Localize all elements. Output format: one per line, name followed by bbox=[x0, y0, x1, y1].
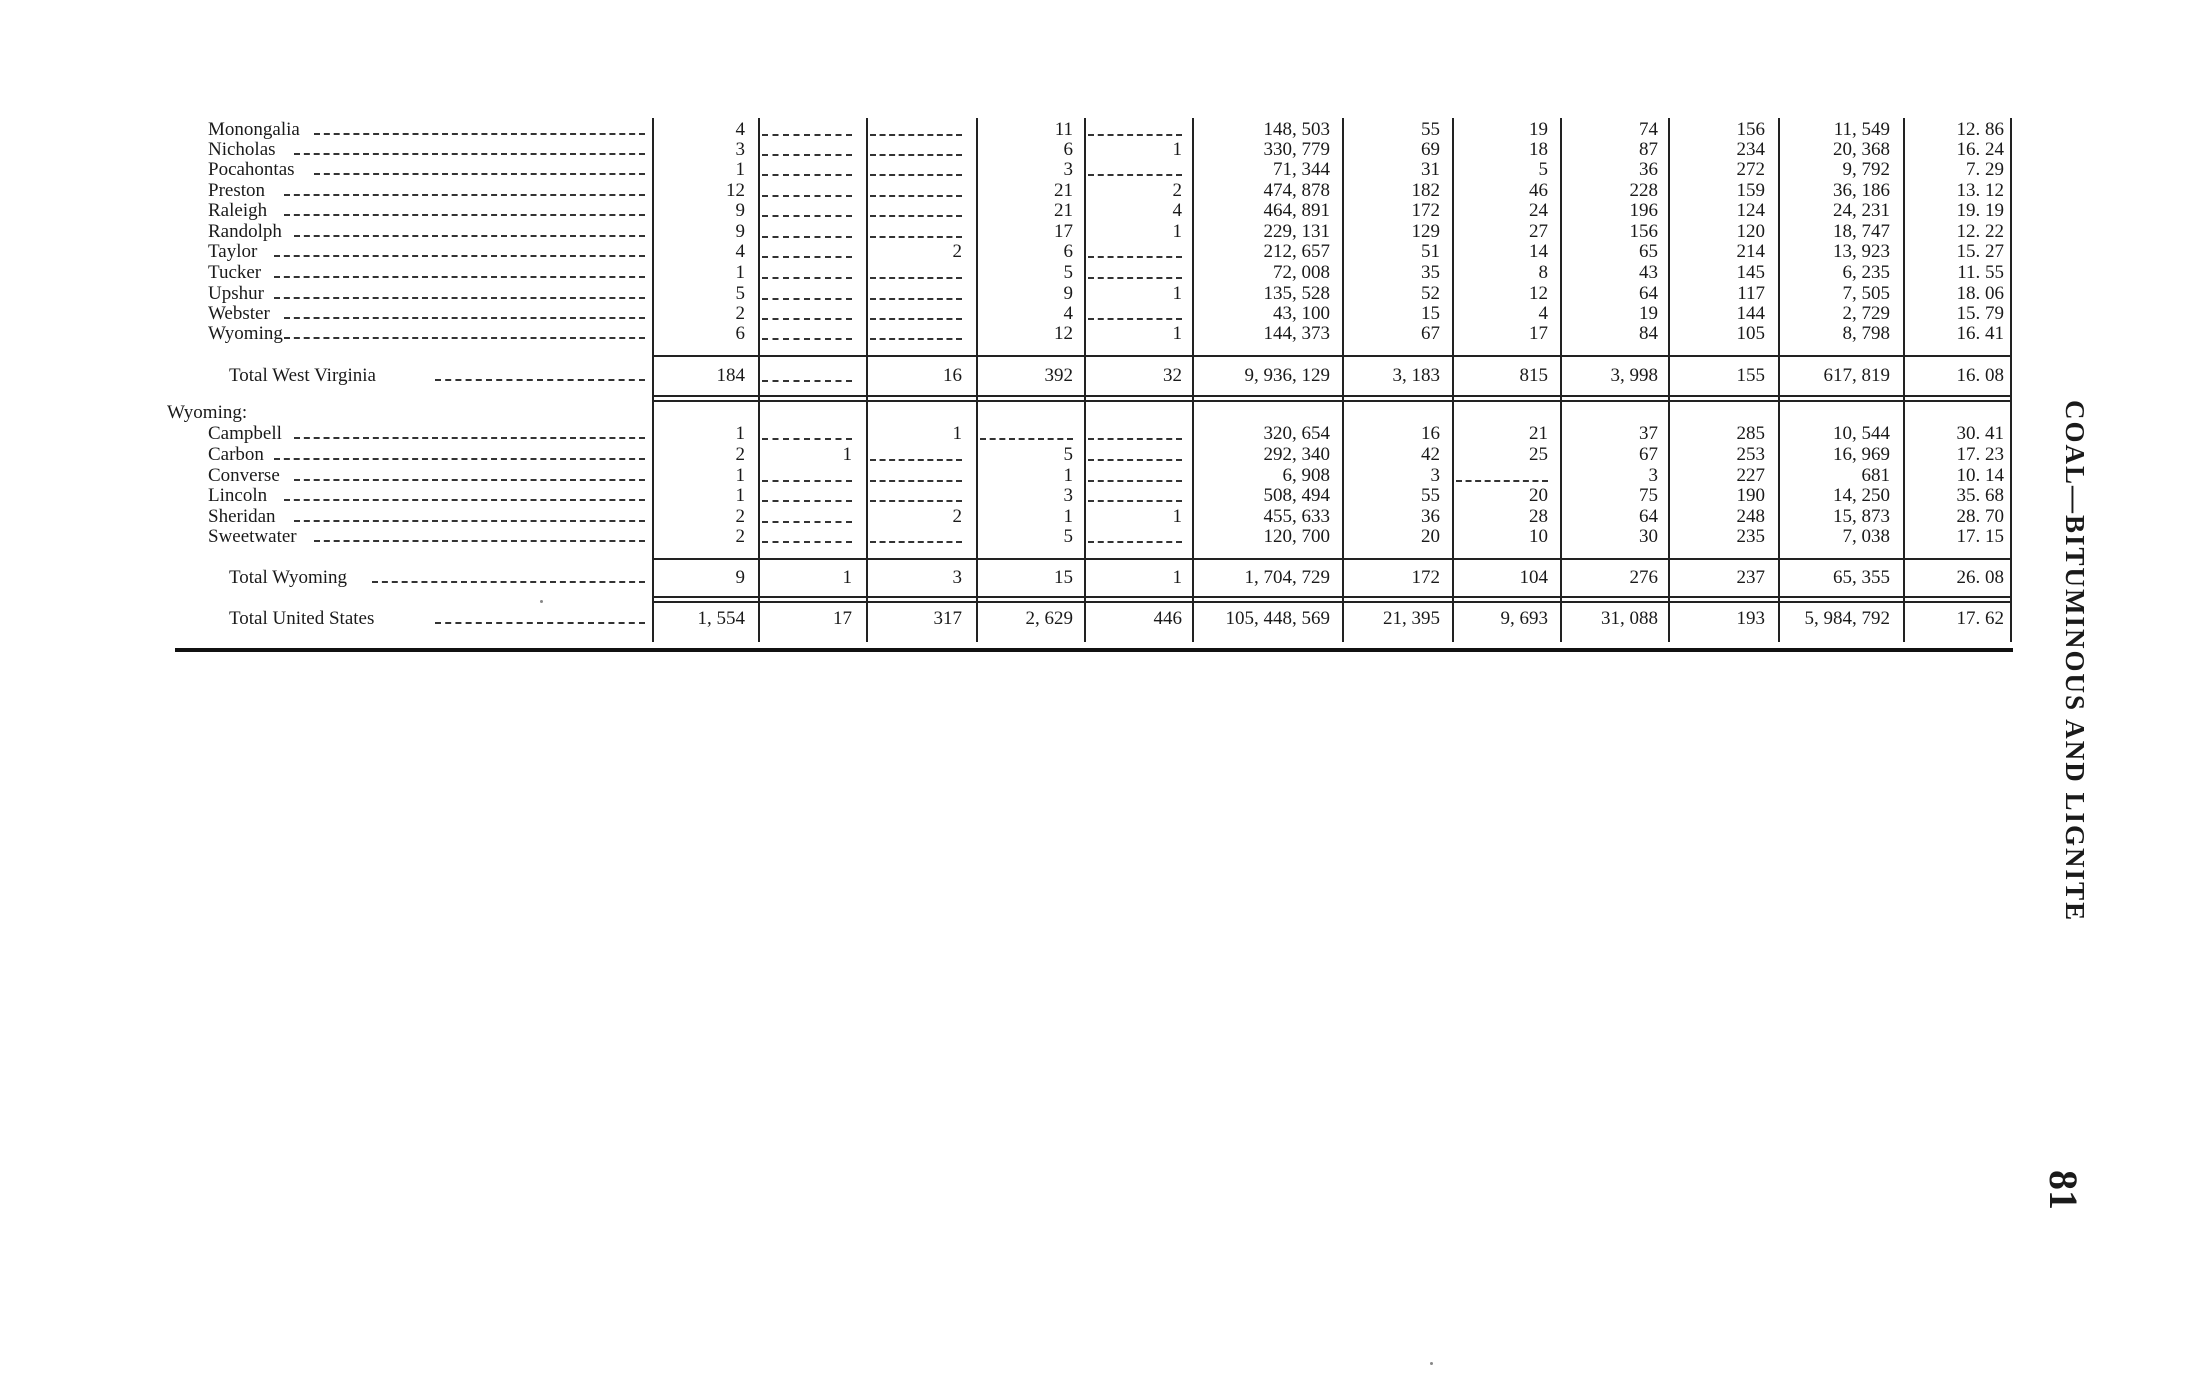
table-cell: 4 bbox=[1538, 303, 1548, 324]
table-cell: 10 bbox=[1529, 526, 1548, 547]
subtotal-rule bbox=[652, 558, 2010, 560]
table-cell: 13. 12 bbox=[1956, 180, 2004, 201]
page-number: 81 bbox=[2041, 1170, 2086, 1210]
table-cell: 1 bbox=[735, 423, 745, 444]
table-cell: 18, 747 bbox=[1833, 221, 1890, 242]
table-cell: 9, 936, 129 bbox=[1244, 365, 1330, 386]
table-cell: 1 bbox=[1172, 506, 1182, 527]
county-name: Upshur bbox=[208, 283, 264, 304]
county-name: Sweetwater bbox=[208, 526, 297, 547]
blank-cell-dashes bbox=[1088, 318, 1182, 320]
table-cell: 5 bbox=[1063, 262, 1073, 283]
table-cell: 120 bbox=[1736, 221, 1765, 242]
blank-cell-dashes bbox=[762, 174, 852, 176]
blank-cell-dashes bbox=[1088, 277, 1182, 279]
table-cell: 32 bbox=[1163, 365, 1182, 386]
table-cell: 212, 657 bbox=[1263, 241, 1330, 262]
blank-cell-dashes bbox=[1088, 541, 1182, 543]
table-cell: 36, 186 bbox=[1833, 180, 1890, 201]
table-cell: 234 bbox=[1736, 139, 1765, 160]
table-cell: 253 bbox=[1736, 444, 1765, 465]
blank-cell-dashes bbox=[762, 215, 852, 217]
table-cell: 8 bbox=[1538, 262, 1548, 283]
table-cell: 1 bbox=[1172, 221, 1182, 242]
county-name: Monongalia bbox=[208, 119, 300, 140]
table-cell: 3, 183 bbox=[1392, 365, 1440, 386]
table-cell: 1 bbox=[1063, 465, 1073, 486]
table-cell: 64 bbox=[1639, 506, 1658, 527]
blank-cell-dashes bbox=[762, 541, 852, 543]
table-cell: 248 bbox=[1736, 506, 1765, 527]
table-cell: 12. 22 bbox=[1956, 221, 2004, 242]
blank-cell-dashes bbox=[762, 154, 852, 156]
table-cell: 17 bbox=[1054, 221, 1073, 242]
table-cell: 18 bbox=[1529, 139, 1548, 160]
table-cell: 64 bbox=[1639, 283, 1658, 304]
county-name: Webster bbox=[208, 303, 270, 324]
table-cell: 2 bbox=[735, 526, 745, 547]
table-cell: 1 bbox=[735, 485, 745, 506]
table-cell: 14, 250 bbox=[1833, 485, 1890, 506]
table-cell: 320, 654 bbox=[1263, 423, 1330, 444]
column-rule bbox=[1668, 118, 1670, 642]
table-cell: 43, 100 bbox=[1273, 303, 1330, 324]
table-cell: 156 bbox=[1629, 221, 1658, 242]
table-cell: 144 bbox=[1736, 303, 1765, 324]
table-cell: 155 bbox=[1736, 365, 1765, 386]
table-cell: 28 bbox=[1529, 506, 1548, 527]
table-cell: 1 bbox=[735, 262, 745, 283]
table-cell: 35 bbox=[1421, 262, 1440, 283]
table-cell: 9 bbox=[735, 221, 745, 242]
table-cell: 74 bbox=[1639, 119, 1658, 140]
table-cell: 17. 62 bbox=[1956, 608, 2004, 629]
county-name: Tucker bbox=[208, 262, 262, 283]
table-cell: 159 bbox=[1736, 180, 1765, 201]
table-cell: 17 bbox=[833, 608, 852, 629]
table-cell: 3 bbox=[735, 139, 745, 160]
table-cell: 5 bbox=[1063, 526, 1073, 547]
table-cell: 18. 06 bbox=[1956, 283, 2004, 304]
table-cell: 15. 27 bbox=[1956, 241, 2004, 262]
table-cell: 172 bbox=[1411, 200, 1440, 221]
table-cell: 446 bbox=[1153, 608, 1182, 629]
table-cell: 16. 41 bbox=[1956, 323, 2004, 344]
blank-cell-dashes bbox=[762, 195, 852, 197]
table-cell: 129 bbox=[1411, 221, 1440, 242]
blank-cell-dashes bbox=[762, 500, 852, 502]
table-cell: 67 bbox=[1421, 323, 1440, 344]
table-cell: 285 bbox=[1736, 423, 1765, 444]
table-cell: 72, 008 bbox=[1273, 262, 1330, 283]
table-cell: 1 bbox=[952, 423, 962, 444]
county-name: Nicholas bbox=[208, 139, 276, 160]
table-cell: 272 bbox=[1736, 159, 1765, 180]
table-cell: 193 bbox=[1736, 608, 1765, 629]
table-cell: 16 bbox=[1421, 423, 1440, 444]
table-cell: 65, 355 bbox=[1833, 567, 1890, 588]
table-cell: 1 bbox=[842, 444, 852, 465]
table-cell: 30 bbox=[1639, 526, 1658, 547]
table-cell: 10. 14 bbox=[1956, 465, 2004, 486]
table-cell: 15 bbox=[1421, 303, 1440, 324]
blank-cell-dashes bbox=[762, 338, 852, 340]
table-cell: 17. 23 bbox=[1956, 444, 2004, 465]
table-cell: 2 bbox=[952, 241, 962, 262]
table-cell: 3 bbox=[1063, 485, 1073, 506]
table-cell: 4 bbox=[735, 119, 745, 140]
column-rule bbox=[1192, 118, 1194, 642]
table-cell: 156 bbox=[1736, 119, 1765, 140]
table-cell: 144, 373 bbox=[1263, 323, 1330, 344]
table-cell: 1 bbox=[1172, 323, 1182, 344]
table-cell: 10, 544 bbox=[1833, 423, 1890, 444]
table-cell: 20 bbox=[1529, 485, 1548, 506]
table-cell: 24 bbox=[1529, 200, 1548, 221]
table-cell: 120, 700 bbox=[1263, 526, 1330, 547]
blank-cell-dashes bbox=[1088, 480, 1182, 482]
table-cell: 31, 088 bbox=[1601, 608, 1658, 629]
blank-cell-dashes bbox=[762, 480, 852, 482]
table-cell: 5 bbox=[1063, 444, 1073, 465]
county-name: Wyoming bbox=[208, 323, 283, 344]
table-cell: 227 bbox=[1736, 465, 1765, 486]
table-cell: 237 bbox=[1736, 567, 1765, 588]
county-name: Converse bbox=[208, 465, 280, 486]
table-cell: 7, 038 bbox=[1842, 526, 1890, 547]
table-cell: 474, 878 bbox=[1263, 180, 1330, 201]
scan-speck bbox=[540, 600, 543, 603]
table-cell: 124 bbox=[1736, 200, 1765, 221]
table-cell: 105, 448, 569 bbox=[1225, 608, 1330, 629]
total-row-label: Total West Virginia bbox=[229, 365, 376, 386]
blank-cell-dashes bbox=[762, 318, 852, 320]
table-cell: 292, 340 bbox=[1263, 444, 1330, 465]
table-cell: 2 bbox=[1172, 180, 1182, 201]
table-cell: 1, 554 bbox=[697, 608, 745, 629]
table-cell: 5, 984, 792 bbox=[1804, 608, 1890, 629]
table-cell: 16. 08 bbox=[1956, 365, 2004, 386]
table-cell: 16 bbox=[943, 365, 962, 386]
table-cell: 17 bbox=[1529, 323, 1548, 344]
table-cell: 3 bbox=[952, 567, 962, 588]
table-cell: 228 bbox=[1629, 180, 1658, 201]
table-cell: 184 bbox=[716, 365, 745, 386]
column-rule bbox=[1778, 118, 1780, 642]
blank-cell-dashes bbox=[1088, 459, 1182, 461]
table-cell: 71, 344 bbox=[1273, 159, 1330, 180]
total-double-rule bbox=[652, 596, 2010, 598]
table-cell: 12 bbox=[1054, 323, 1073, 344]
table-cell: 330, 779 bbox=[1263, 139, 1330, 160]
table-cell: 21 bbox=[1529, 423, 1548, 444]
blank-cell-dashes bbox=[762, 298, 852, 300]
table-cell: 46 bbox=[1529, 180, 1548, 201]
column-rule bbox=[1342, 118, 1344, 642]
table-cell: 11 bbox=[1054, 119, 1073, 140]
table-cell: 21, 395 bbox=[1383, 608, 1440, 629]
table-cell: 117 bbox=[1737, 283, 1765, 304]
table-cell: 145 bbox=[1736, 262, 1765, 283]
state-heading: Wyoming: bbox=[167, 402, 248, 423]
table-cell: 9 bbox=[735, 567, 745, 588]
county-name: Carbon bbox=[208, 444, 264, 465]
table-cell: 5 bbox=[1538, 159, 1548, 180]
table-cell: 13, 923 bbox=[1833, 241, 1890, 262]
table-cell: 75 bbox=[1639, 485, 1658, 506]
table-cell: 17. 15 bbox=[1956, 526, 2004, 547]
table-cell: 87 bbox=[1639, 139, 1658, 160]
county-name: Preston bbox=[208, 180, 265, 201]
county-name: Campbell bbox=[208, 423, 282, 444]
county-name: Sheridan bbox=[208, 506, 276, 527]
table-cell: 4 bbox=[1063, 303, 1073, 324]
blank-cell-dashes bbox=[1088, 134, 1182, 136]
table-cell: 455, 633 bbox=[1263, 506, 1330, 527]
table-cell: 19. 19 bbox=[1956, 200, 2004, 221]
table-cell: 19 bbox=[1639, 303, 1658, 324]
table-cell: 2, 629 bbox=[1025, 608, 1073, 629]
column-rule bbox=[758, 118, 760, 642]
table-cell: 9 bbox=[735, 200, 745, 221]
table-cell: 84 bbox=[1639, 323, 1658, 344]
county-name: Pocahontas bbox=[208, 159, 295, 180]
table-cell: 182 bbox=[1411, 180, 1440, 201]
table-cell: 69 bbox=[1421, 139, 1440, 160]
table-cell: 172 bbox=[1411, 567, 1440, 588]
column-rule bbox=[2010, 118, 2012, 642]
column-rule bbox=[976, 118, 978, 642]
table-cell: 105 bbox=[1736, 323, 1765, 344]
table-cell: 28. 70 bbox=[1956, 506, 2004, 527]
table-cell: 681 bbox=[1861, 465, 1890, 486]
total-row-label: Total Wyoming bbox=[229, 567, 348, 588]
table-cell: 12. 86 bbox=[1956, 119, 2004, 140]
table-cell: 7, 505 bbox=[1842, 283, 1890, 304]
county-name: Lincoln bbox=[208, 485, 268, 506]
table-cell: 2 bbox=[952, 506, 962, 527]
table-cell: 317 bbox=[933, 608, 962, 629]
column-rule bbox=[866, 118, 868, 642]
table-cell: 21 bbox=[1054, 180, 1073, 201]
table-cell: 55 bbox=[1421, 119, 1440, 140]
table-cell: 16, 969 bbox=[1833, 444, 1890, 465]
blank-cell-dashes bbox=[980, 438, 1073, 440]
table-cell: 15, 873 bbox=[1833, 506, 1890, 527]
table-cell: 15. 79 bbox=[1956, 303, 2004, 324]
table-cell: 36 bbox=[1639, 159, 1658, 180]
table-cell: 20, 368 bbox=[1833, 139, 1890, 160]
table-cell: 1, 704, 729 bbox=[1244, 567, 1330, 588]
table-cell: 16. 24 bbox=[1956, 139, 2004, 160]
table-cell: 43 bbox=[1639, 262, 1658, 283]
table-cell: 24, 231 bbox=[1833, 200, 1890, 221]
table-cell: 815 bbox=[1519, 365, 1548, 386]
total-double-rule bbox=[652, 395, 2010, 397]
table-cell: 3, 998 bbox=[1610, 365, 1658, 386]
table-cell: 11. 55 bbox=[1957, 262, 2004, 283]
table-cell: 55 bbox=[1421, 485, 1440, 506]
table-cell: 6 bbox=[1063, 139, 1073, 160]
column-rule bbox=[1560, 118, 1562, 642]
table-cell: 7. 29 bbox=[1966, 159, 2004, 180]
column-rule bbox=[652, 118, 654, 642]
county-name: Taylor bbox=[208, 241, 258, 262]
table-cell: 35. 68 bbox=[1956, 485, 2004, 506]
blank-cell-dashes bbox=[1088, 256, 1182, 258]
table-cell: 1 bbox=[1172, 567, 1182, 588]
table-cell: 2, 729 bbox=[1842, 303, 1890, 324]
table-cell: 214 bbox=[1736, 241, 1765, 262]
table-cell: 190 bbox=[1736, 485, 1765, 506]
table-cell: 1 bbox=[735, 465, 745, 486]
table-cell: 4 bbox=[735, 241, 745, 262]
table-cell: 392 bbox=[1044, 365, 1073, 386]
running-head: COAL—BITUMINOUS AND LIGNITE bbox=[2060, 400, 2090, 923]
table-cell: 6 bbox=[1063, 241, 1073, 262]
table-cell: 9 bbox=[1063, 283, 1073, 304]
table-cell: 30. 41 bbox=[1956, 423, 2004, 444]
table-cell: 4 bbox=[1172, 200, 1182, 221]
table-cell: 42 bbox=[1421, 444, 1440, 465]
table-cell: 9, 792 bbox=[1842, 159, 1890, 180]
table-cell: 508, 494 bbox=[1263, 485, 1330, 506]
table-cell: 196 bbox=[1629, 200, 1658, 221]
blank-cell-dashes bbox=[762, 277, 852, 279]
table-cell: 12 bbox=[726, 180, 745, 201]
county-name: Randolph bbox=[208, 221, 282, 242]
table-cell: 26. 08 bbox=[1956, 567, 2004, 588]
blank-cell-dashes bbox=[1088, 174, 1182, 176]
table-cell: 1 bbox=[842, 567, 852, 588]
table-cell: 1 bbox=[1063, 506, 1073, 527]
table-cell: 9, 693 bbox=[1500, 608, 1548, 629]
table-cell: 2 bbox=[735, 303, 745, 324]
table-cell: 3 bbox=[1063, 159, 1073, 180]
table-cell: 135, 528 bbox=[1263, 283, 1330, 304]
table-cell: 229, 131 bbox=[1263, 221, 1330, 242]
table-cell: 5 bbox=[735, 283, 745, 304]
table-cell: 6, 235 bbox=[1842, 262, 1890, 283]
table-cell: 2 bbox=[735, 506, 745, 527]
table-cell: 20 bbox=[1421, 526, 1440, 547]
table-cell: 104 bbox=[1519, 567, 1548, 588]
table-cell: 65 bbox=[1639, 241, 1658, 262]
blank-cell-dashes bbox=[1088, 500, 1182, 502]
table-cell: 8, 798 bbox=[1842, 323, 1890, 344]
total-double-rule bbox=[652, 400, 2010, 402]
table-cell: 3 bbox=[1648, 465, 1658, 486]
table-cell: 51 bbox=[1421, 241, 1440, 262]
table-cell: 31 bbox=[1421, 159, 1440, 180]
subtotal-rule bbox=[652, 355, 2010, 357]
total-row-label: Total United States bbox=[229, 608, 375, 629]
column-rule bbox=[1903, 118, 1905, 642]
county-name: Raleigh bbox=[208, 200, 268, 221]
table-cell: 2 bbox=[735, 444, 745, 465]
table-cell: 21 bbox=[1054, 200, 1073, 221]
blank-cell-dashes bbox=[762, 236, 852, 238]
blank-cell-dashes bbox=[762, 134, 852, 136]
table-cell: 15 bbox=[1054, 567, 1073, 588]
table-cell: 1 bbox=[1172, 139, 1182, 160]
table-cell: 11, 549 bbox=[1833, 119, 1890, 140]
table-cell: 52 bbox=[1421, 283, 1440, 304]
table-cell: 235 bbox=[1736, 526, 1765, 547]
table-cell: 1 bbox=[1172, 283, 1182, 304]
table-cell: 464, 891 bbox=[1263, 200, 1330, 221]
table-cell: 25 bbox=[1529, 444, 1548, 465]
table-cell: 27 bbox=[1529, 221, 1548, 242]
table-cell: 617, 819 bbox=[1823, 365, 1890, 386]
table-cell: 14 bbox=[1529, 241, 1548, 262]
blank-cell-dashes bbox=[1088, 438, 1182, 440]
table-cell: 6 bbox=[735, 323, 745, 344]
table-cell: 36 bbox=[1421, 506, 1440, 527]
table-cell: 6, 908 bbox=[1282, 465, 1330, 486]
table-cell: 37 bbox=[1639, 423, 1658, 444]
scan-speck bbox=[1430, 1362, 1433, 1365]
bottom-rule bbox=[175, 648, 2013, 652]
table-cell: 1 bbox=[735, 159, 745, 180]
table-cell: 3 bbox=[1430, 465, 1440, 486]
table-cell: 276 bbox=[1629, 567, 1658, 588]
column-rule bbox=[1452, 118, 1454, 642]
total-double-rule bbox=[652, 601, 2010, 603]
table-cell: 148, 503 bbox=[1263, 119, 1330, 140]
table-cell: 12 bbox=[1529, 283, 1548, 304]
table-cell: 67 bbox=[1639, 444, 1658, 465]
column-rule bbox=[1084, 118, 1086, 642]
table-cell: 19 bbox=[1529, 119, 1548, 140]
